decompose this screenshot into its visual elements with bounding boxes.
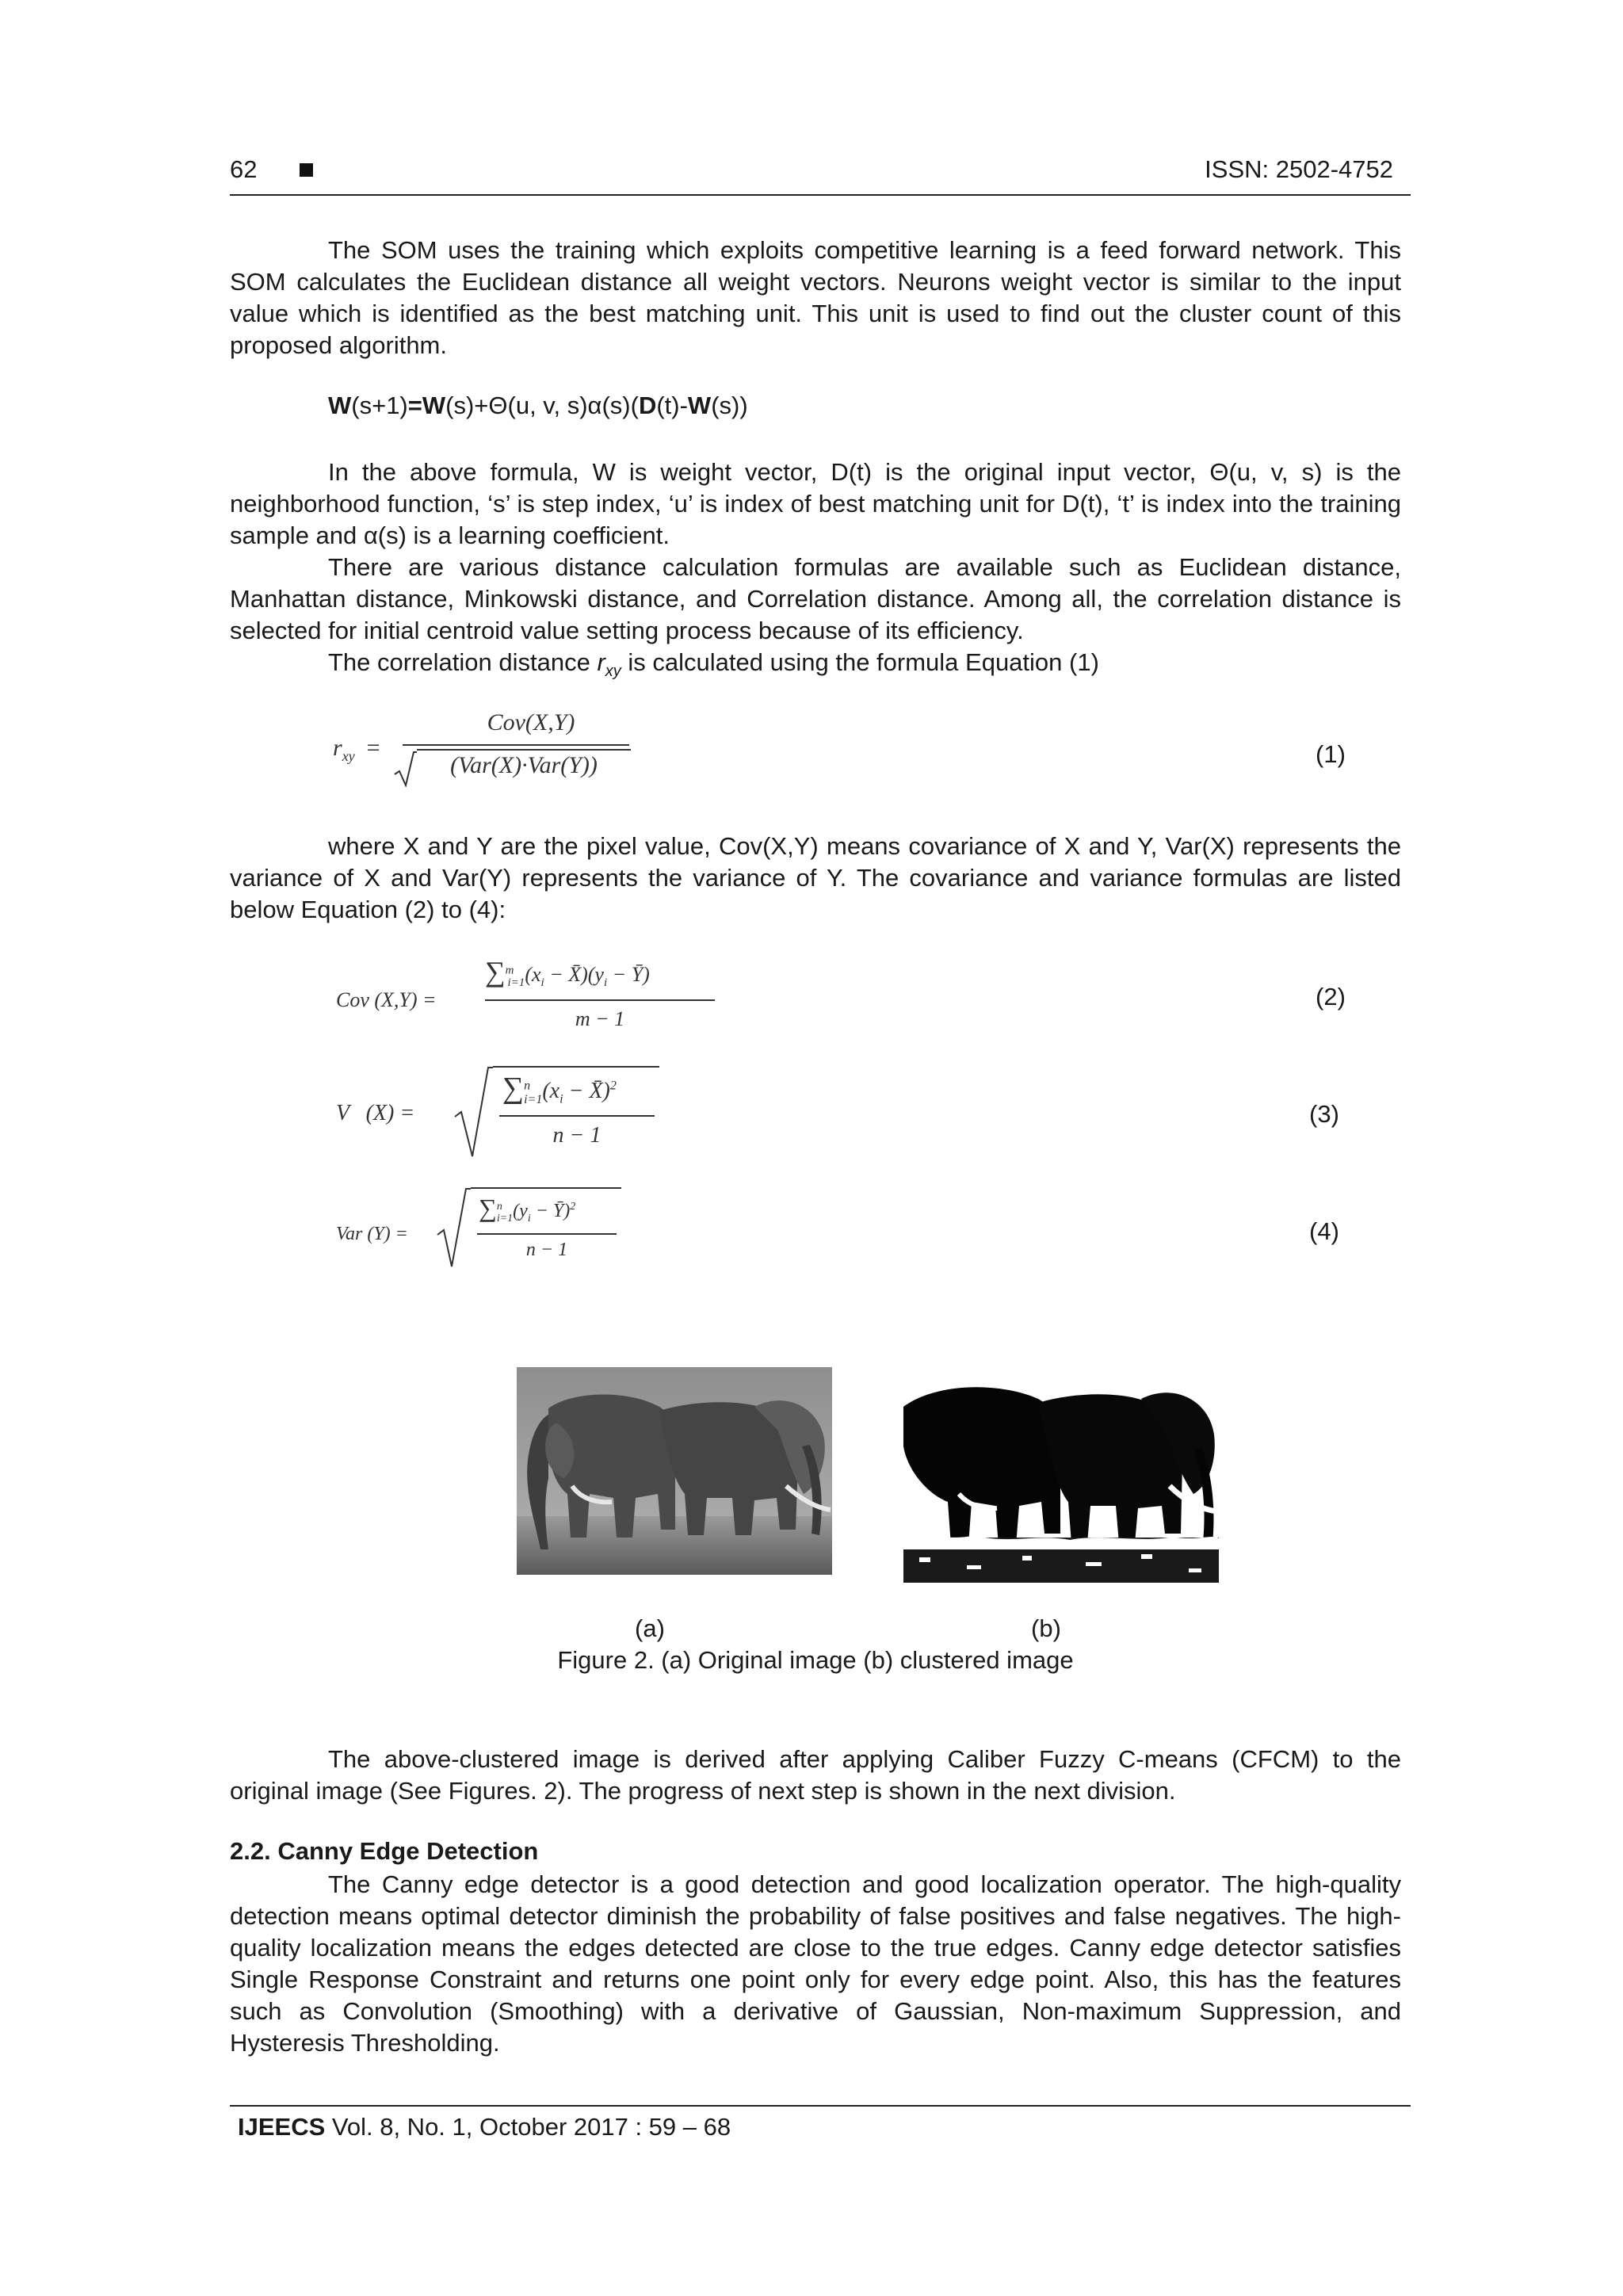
figure-clustered-image bbox=[903, 1375, 1219, 1583]
paragraph-distance-formulas: There are various distance calculation formulas are available such as Euclidean distance, Manhattan distance, Minkowski distance, and Correlation distance. Among all, the correlation distance is selected for initial centroid value setting process because of its efficiency. bbox=[230, 553, 1401, 644]
paragraph-formula-explanation: In the above formula, W is weight vector, D(t) is the original input vector, Θ(u, v, s) is the neighborhood function, ‘s’ is step index, ‘u’ is index of best matching unit for D(t), ‘t’ is index into the training sample and α(s) is a learning coefficient. bbox=[230, 458, 1401, 549]
equation-number-3: (3) bbox=[1309, 1100, 1339, 1128]
footer-citation: IJEECS Vol. 8, No. 1, October 2017 : 59 – 68 bbox=[238, 2113, 731, 2141]
figure-original-image bbox=[517, 1367, 832, 1575]
footer-rule bbox=[230, 2105, 1411, 2107]
paragraph-correlation-distance: The correlation distance $r_{xy}$ is calculated using the formula Equation (1) bbox=[328, 648, 1099, 681]
paragraph-covariance-variance: where X and Y are the pixel value, Cov(X,Y) means covariance of X and Y, Var(X) represents the variance of X and Var(Y) represents the variance of Y. The covariance and variance formulas are listed below Equation (2) to (4): bbox=[230, 832, 1401, 923]
issn: ISSN: 2502-4752 bbox=[1205, 155, 1393, 183]
header-square-bullet bbox=[300, 163, 313, 177]
equation-4: Var (Y) = $\sum^n_{i=1}(y_i$ − Ȳ)$^2$ n − 1 bbox=[336, 1187, 653, 1274]
equation-2: Cov (X,Y) = $\sum^m_{i=1}(x_i$ − $X̄)(y_i$ − Ȳ) m − 1 bbox=[336, 955, 732, 1042]
figure-label-a: (a) bbox=[635, 1614, 665, 1642]
equation-1: $r_{xy}$ = Cov(X,Y) (Var(X)·Var(Y)) bbox=[333, 709, 634, 797]
sqrt-icon bbox=[393, 751, 417, 787]
paragraph-clustered-image: The above-clustered image is derived after applying Caliber Fuzzy C-means (CFCM) to the original image (See Figures. 2). The progress of next step is shown in the next division. bbox=[230, 1745, 1401, 1805]
equation-number-2: (2) bbox=[1316, 983, 1346, 1010]
equation-number-4: (4) bbox=[1309, 1217, 1339, 1245]
header-rule bbox=[230, 194, 1411, 196]
paragraph-canny-edge: The Canny edge detector is a good detection and good localization operator. The high-quality detection means optimal detector diminish the probability of false positives and false negatives. The high-quality localization means the edges detected are close to the true edges. Canny edge detector satisfies Single Response Constraint and returns one point only for every edge point. Also, this has the features such as Convolution (Smoothing) with a derivative of Gaussian, Non-maximum Suppression, and Hysteresis Thresholding. bbox=[230, 1870, 1401, 2057]
sqrt-icon bbox=[436, 1187, 471, 1270]
equation-number-1: (1) bbox=[1316, 740, 1346, 768]
figure-caption: Figure 2. (a) Original image (b) clustered image bbox=[557, 1646, 1074, 1674]
sqrt-icon bbox=[453, 1066, 493, 1159]
figure-label-b: (b) bbox=[1031, 1614, 1061, 1642]
equation-3: V (X) = $\sum^n_{i=1}(x_i$ − X̄)$^2$ n − 1 bbox=[336, 1066, 669, 1161]
page-number: 62 bbox=[230, 155, 313, 184]
section-heading: 2.2. Canny Edge Detection bbox=[230, 1837, 539, 1865]
paragraph-som-intro: The SOM uses the training which exploits competitive learning is a feed forward network. This SOM calculates the Euclidean distance all weight vectors. Neurons weight vector is similar to the input value which is identified as the best matching unit. This unit is used to find out the cluster count of this proposed algorithm. bbox=[230, 236, 1401, 359]
som-update-rule: W(s+1)=W(s)+Θ(u, v, s)α(s)(D(t)-W(s)) bbox=[328, 392, 748, 419]
